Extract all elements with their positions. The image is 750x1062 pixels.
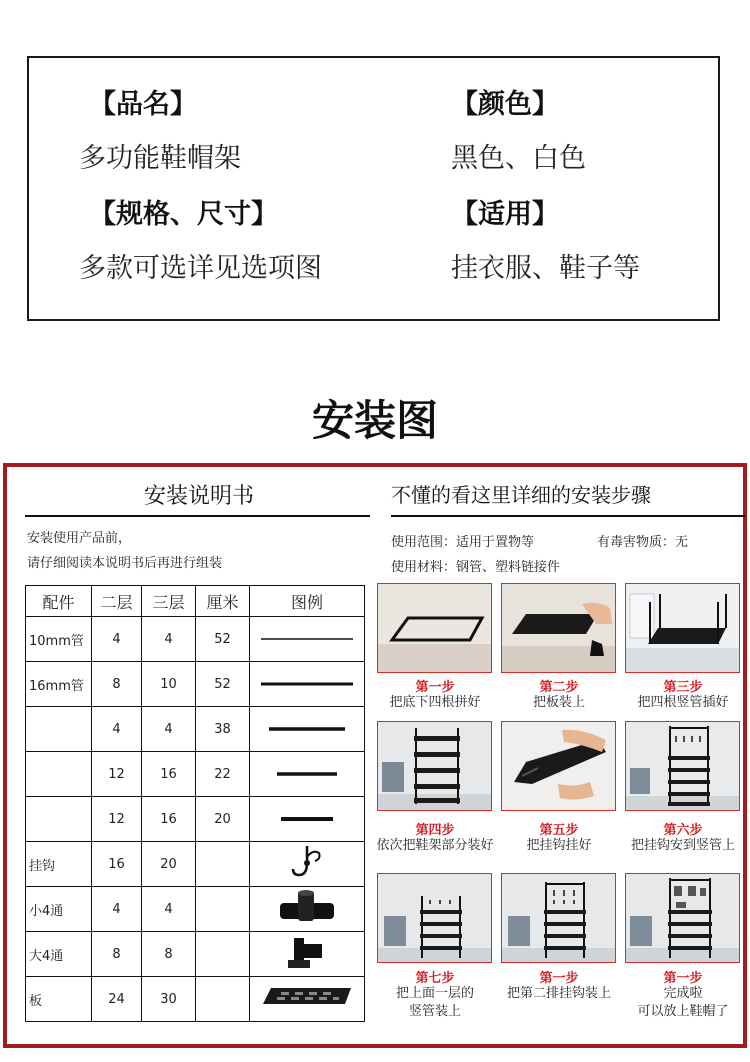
step-4-photo bbox=[377, 721, 492, 811]
toxic-info: 有毒害物质：无 bbox=[597, 535, 689, 550]
length-cm: 20 bbox=[196, 797, 250, 842]
large-connector-icon bbox=[250, 932, 365, 977]
step-7-photo bbox=[377, 873, 492, 963]
header-part: 配件 bbox=[26, 586, 92, 617]
table-row bbox=[26, 977, 365, 1022]
qty-two-tier: 8 bbox=[92, 932, 142, 977]
table-row bbox=[26, 932, 365, 977]
length-cm: 38 bbox=[196, 707, 250, 752]
header-cm: 厘米 bbox=[196, 586, 250, 617]
part-name: 10mm管 bbox=[26, 617, 92, 662]
manual-intro-line2: 请仔细阅读本说明书后再进行组装 bbox=[27, 556, 223, 571]
table-row bbox=[26, 842, 365, 887]
part-name bbox=[26, 752, 92, 797]
table-row bbox=[26, 752, 365, 797]
part-name bbox=[26, 797, 92, 842]
table-row bbox=[26, 797, 365, 842]
guide-title-divider bbox=[391, 515, 745, 517]
step-5-number: 第五步 bbox=[539, 823, 579, 838]
step-6-photo bbox=[625, 721, 740, 811]
step-9-photo bbox=[625, 873, 740, 963]
part-name: 大4通 bbox=[26, 932, 92, 977]
step-6-number: 第六步 bbox=[663, 823, 703, 838]
color-value: 黑色、白色 bbox=[451, 143, 586, 174]
step-6-desc: 把挂钩安到竖管上 bbox=[630, 838, 735, 853]
qty-two-tier: 12 bbox=[92, 752, 142, 797]
shelf-board-icon bbox=[250, 977, 365, 1022]
thick-tube-icon bbox=[250, 662, 365, 707]
step-8-number: 第一步 bbox=[539, 971, 579, 986]
qty-two-tier: 4 bbox=[92, 617, 142, 662]
part-name: 挂钩 bbox=[26, 842, 92, 887]
tube-38-icon bbox=[250, 707, 365, 752]
length-cm bbox=[196, 977, 250, 1022]
parts-table-header bbox=[26, 586, 365, 617]
spec-box bbox=[27, 56, 720, 321]
length-cm: 22 bbox=[196, 752, 250, 797]
tube-22-icon bbox=[250, 752, 365, 797]
guide-title: 不懂的看这里详细的安装步骤 bbox=[391, 483, 651, 507]
step-9-number: 第一步 bbox=[663, 971, 703, 986]
step-5-desc: 把挂钩挂好 bbox=[526, 838, 592, 853]
usage-value: 挂衣服、鞋子等 bbox=[451, 253, 640, 284]
size-value: 多款可选详见选项图 bbox=[79, 253, 322, 284]
length-cm bbox=[196, 842, 250, 887]
qty-three-tier: 16 bbox=[142, 797, 196, 842]
manual-title: 安装说明书 bbox=[143, 484, 254, 509]
step-7-desc-line1: 把上面一层的 bbox=[395, 986, 474, 1001]
header-two-tier: 二层 bbox=[92, 586, 142, 617]
manual-title-divider bbox=[25, 515, 370, 517]
length-cm: 52 bbox=[196, 617, 250, 662]
qty-two-tier: 24 bbox=[92, 977, 142, 1022]
material-info: 使用材料：钢管、塑料链接件 bbox=[391, 560, 561, 575]
size-label: 【规格、尺寸】 bbox=[89, 199, 278, 230]
qty-three-tier: 8 bbox=[142, 932, 196, 977]
table-row bbox=[26, 617, 365, 662]
step-1-desc: 把底下四根拼好 bbox=[389, 695, 481, 710]
qty-two-tier: 8 bbox=[92, 662, 142, 707]
table-row bbox=[26, 662, 365, 707]
header-legend: 图例 bbox=[250, 586, 365, 617]
table-row bbox=[26, 707, 365, 752]
step-2-photo bbox=[501, 583, 616, 673]
header-three-tier: 三层 bbox=[142, 586, 196, 617]
step-4-desc: 依次把鞋架部分装好 bbox=[376, 838, 494, 853]
step-7-desc-line2: 竖管装上 bbox=[408, 1004, 461, 1019]
step-3-number: 第三步 bbox=[663, 680, 703, 695]
color-label: 【颜色】 bbox=[451, 89, 559, 120]
qty-three-tier: 20 bbox=[142, 842, 196, 887]
name-label: 【品名】 bbox=[89, 89, 197, 120]
step-3-photo bbox=[625, 583, 740, 673]
qty-three-tier: 4 bbox=[142, 887, 196, 932]
part-name: 小4通 bbox=[26, 887, 92, 932]
thin-tube-icon bbox=[250, 617, 365, 662]
qty-two-tier: 16 bbox=[92, 842, 142, 887]
tube-20-icon bbox=[250, 797, 365, 842]
step-9-desc-line2: 可以放上鞋帽了 bbox=[637, 1004, 729, 1019]
step-4-number: 第四步 bbox=[415, 823, 455, 838]
step-1-photo bbox=[377, 583, 492, 673]
usage-label: 【适用】 bbox=[451, 199, 559, 230]
step-1-number: 第一步 bbox=[415, 680, 455, 695]
qty-three-tier: 30 bbox=[142, 977, 196, 1022]
hook-icon bbox=[250, 842, 365, 887]
step-2-desc: 把板装上 bbox=[532, 695, 585, 710]
small-connector-icon bbox=[250, 887, 365, 932]
part-name bbox=[26, 707, 92, 752]
step-8-desc: 把第二排挂钩装上 bbox=[506, 986, 611, 1001]
qty-three-tier: 4 bbox=[142, 617, 196, 662]
part-name: 16mm管 bbox=[26, 662, 92, 707]
usage-scope: 使用范围：适用于置物等 bbox=[391, 535, 535, 550]
qty-two-tier: 4 bbox=[92, 707, 142, 752]
section-title: 安装图 bbox=[311, 396, 438, 445]
installation-manual bbox=[3, 463, 747, 1048]
manual-intro-line1: 安装使用产品前， bbox=[27, 531, 132, 546]
length-cm bbox=[196, 887, 250, 932]
step-9-desc-line1: 完成啦 bbox=[663, 986, 703, 1001]
qty-three-tier: 4 bbox=[142, 707, 196, 752]
table-row bbox=[26, 887, 365, 932]
length-cm: 52 bbox=[196, 662, 250, 707]
qty-three-tier: 10 bbox=[142, 662, 196, 707]
part-name: 板 bbox=[26, 977, 92, 1022]
qty-two-tier: 12 bbox=[92, 797, 142, 842]
length-cm bbox=[196, 932, 250, 977]
step-5-photo bbox=[501, 721, 616, 811]
qty-two-tier: 4 bbox=[92, 887, 142, 932]
step-8-photo bbox=[501, 873, 616, 963]
step-7-number: 第七步 bbox=[415, 971, 455, 986]
name-value: 多功能鞋帽架 bbox=[79, 143, 241, 174]
step-2-number: 第二步 bbox=[539, 680, 579, 695]
step-3-desc: 把四根竖管插好 bbox=[637, 695, 729, 710]
qty-three-tier: 16 bbox=[142, 752, 196, 797]
parts-table bbox=[25, 585, 365, 1022]
